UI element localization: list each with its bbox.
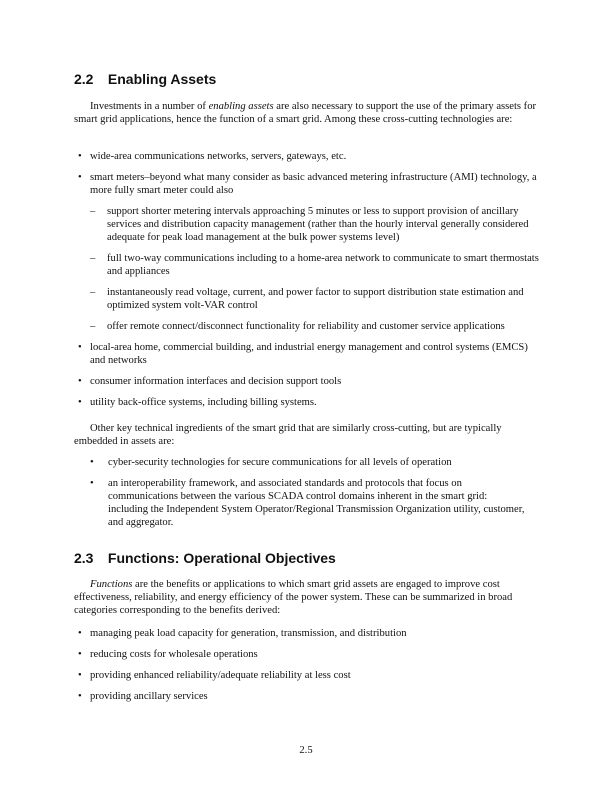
bullet-icon: •	[78, 670, 82, 681]
intro-text: Investments in a number of	[90, 101, 209, 112]
intro-emphasis: enabling assets	[208, 101, 274, 112]
sub-list-item	[90, 252, 542, 278]
list-item	[74, 341, 544, 367]
cross-cutting-list	[86, 456, 526, 529]
bullet-icon: •	[78, 691, 82, 702]
list-item	[74, 396, 544, 409]
bullet-icon: •	[78, 376, 82, 387]
bullet-icon: •	[78, 342, 82, 353]
bullet-icon: •	[78, 628, 82, 639]
functions-intro-paragraph	[74, 578, 540, 617]
section-number: 2.3	[74, 550, 94, 566]
list-item	[74, 150, 544, 163]
section-heading-2-3	[74, 550, 336, 566]
list-item-text: an interoperability framework, and associated standards and protocols that focus on communications between the various SCADA control domains inherent in the smart grid: including the Independent System Operator/Regional Transmission Organization utility, customer, and aggregator.	[108, 478, 525, 528]
section-title: Enabling Assets	[107, 71, 217, 87]
sub-list-item-text: offer remote connect/disconnect functionality for reliability and customer service applications	[107, 321, 505, 332]
bullet-icon: •	[78, 649, 82, 660]
sub-list-item	[90, 320, 542, 333]
list-item-text: smart meters–beyond what many consider as basic advanced metering infrastructure (AMI) technology, a more fully smart meter could also	[90, 172, 537, 196]
section-intro-paragraph	[74, 100, 540, 126]
list-item-text: local-area home, commercial building, and industrial energy management and control systems (EMCS) and networks	[90, 342, 528, 366]
smart-meter-sublist	[90, 205, 542, 333]
functions-list	[74, 627, 544, 703]
dash-icon: –	[90, 287, 96, 298]
page-number: 2.5	[299, 745, 313, 756]
section-number: 2.2	[74, 71, 94, 87]
dash-icon: –	[90, 206, 96, 217]
list-item	[74, 171, 544, 197]
list-item-text: reducing costs for wholesale operations	[90, 649, 258, 660]
bullet-icon: •	[90, 478, 94, 489]
list-item	[74, 375, 544, 388]
list-item	[86, 477, 526, 529]
intro-emphasis: Functions	[90, 579, 133, 590]
bullet-icon: •	[78, 172, 82, 183]
enabling-assets-list-b	[74, 171, 544, 197]
section-heading-2-2	[74, 71, 216, 87]
list-item-text: managing peak load capacity for generation, transmission, and distribution	[90, 628, 407, 639]
list-item-text: providing enhanced reliability/adequate reliability at less cost	[90, 670, 351, 681]
list-item-text: consumer information interfaces and decision support tools	[90, 376, 342, 387]
sub-list	[90, 205, 542, 333]
bullet-icon: •	[90, 457, 94, 468]
enabling-assets-list-a	[74, 150, 544, 163]
sub-list-item-text: support shorter metering intervals approaching 5 minutes or less to support provision of ancillary services and distribution capacity management (rather than the hourly interval generally considered adequate for peak load management at the bulk power systems level)	[107, 206, 529, 243]
dash-icon: –	[90, 321, 96, 332]
list-item	[74, 627, 544, 640]
bullet-icon: •	[78, 397, 82, 408]
list-item-text: wide-area communications networks, servers, gateways, etc.	[90, 151, 347, 162]
dash-icon: –	[90, 253, 96, 264]
list-item-text: cyber-security technologies for secure communications for all levels of operation	[108, 457, 452, 468]
key-ingredients-paragraph: Other key technical ingredients of the smart grid that are similarly cross-cutting, but are typically embedded in assets are:	[74, 423, 502, 447]
bullet-icon: •	[78, 151, 82, 162]
list-item	[86, 456, 526, 469]
list-item	[74, 648, 544, 661]
sub-list-item	[90, 286, 542, 312]
list-item-text: utility back-office systems, including billing systems.	[90, 397, 317, 408]
list-item-text: providing ancillary services	[90, 691, 208, 702]
list-item	[74, 669, 544, 682]
sub-list-item-text: full two-way communications including to a home-area network to communicate to smart thermostats and appliances	[107, 253, 539, 277]
section-title: Functions: Operational Objectives	[107, 550, 336, 566]
intro-text-continued: are also necessary to support the use of the primary assets for smart grid applications, hence the function of a smart grid. Among these cross-cutting technologies are:	[74, 101, 537, 125]
list-item	[74, 690, 544, 703]
enabling-assets-list-c	[74, 341, 544, 409]
intro-text: are the benefits or applications to which smart grid assets are engaged to improve cost effectiveness, reliability, and energy efficiency of the power system. These can be summarized in broad categories corresponding to the benefits derived:	[74, 579, 513, 616]
sub-list-item	[90, 205, 542, 244]
sub-list-item-text: instantaneously read voltage, current, and power factor to support distribution state estimation and optimized system volt-VAR control	[107, 287, 524, 311]
